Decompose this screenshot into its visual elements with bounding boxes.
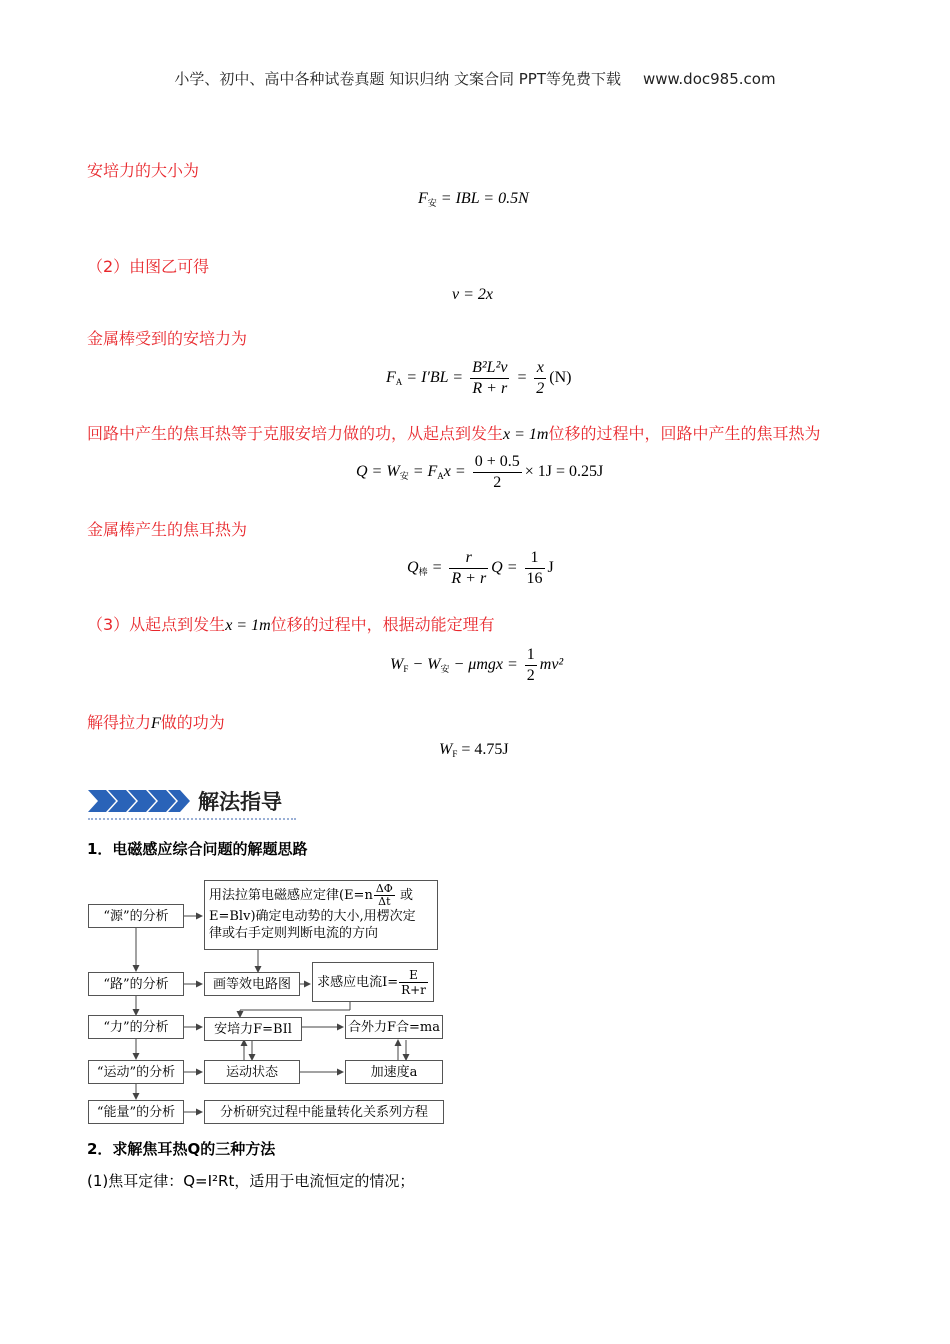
header-site: www.doc985.com <box>642 70 776 88</box>
flow-current-box: 求感应电流I= $\frac{E}{R+r}$ <box>312 962 434 1002</box>
para-from-graph: （2）由图乙可得 <box>87 257 210 276</box>
flow-circuit-box: 画等效电路图 <box>204 972 300 996</box>
flow-ampere-box: 安培力F=BIl <box>204 1017 302 1041</box>
banner-underline <box>88 818 296 820</box>
flow-net-force-box: 合外力F合=ma <box>345 1015 443 1039</box>
equation-velocity: v = 2x <box>452 286 493 303</box>
equation-rod-heat: $Q_棒$ = $\frac{r}{R + r}$ Q = $\frac{1}{16}$ J <box>407 549 554 587</box>
equation-total-heat: $Q = W_安 = F_Ax$ = $\frac{0 + 0.5}{2}$ × 1J = 0.25J <box>356 453 604 491</box>
flow-accel-box: 加速度a <box>345 1060 443 1084</box>
para-joule-heat: 回路中产生的焦耳热等于克服安培力做的功，从起点到发生x = 1m位移的过程中，回路中产生的焦耳热为 <box>87 424 821 443</box>
guide-heading-1: 1．电磁感应综合问题的解题思路 <box>87 840 308 858</box>
para-rod-ampere: 金属棒受到的安培力为 <box>87 329 248 348</box>
flow-state-box: 运动状态 <box>204 1060 300 1084</box>
header-text: 小学、初中、高中各种试卷真题 知识归纳 文案合同 PPT等免费下载 <box>174 70 621 88</box>
guide-method-1: (1)焦耳定律：Q=I²Rt，适用于电流恒定的情况； <box>87 1172 415 1190</box>
flow-energy-eq-box: 分析研究过程中能量转化关系列方程 <box>204 1100 444 1124</box>
flow-energy-box: “能量”的分析 <box>88 1100 184 1124</box>
para-kinetic-theorem: （3）从起点到发生x = 1m位移的过程中，根据动能定理有 <box>87 615 495 634</box>
equation-ampere-force: $F_安$ = IBL = 0.5N <box>418 190 529 208</box>
flow-motion-box: “运动”的分析 <box>88 1060 184 1084</box>
flow-faraday-box: 用法拉第电磁感应定律(E=n $\frac{\Delta\Phi}{\Delta t}$ 或 E=Blv)确定电动势的大小,用楞次定 律或右手定则判断电流的方向 <box>204 880 438 950</box>
guide-heading-2: 2．求解焦耳热Q的三种方法 <box>87 1140 276 1158</box>
banner-chevrons-icon <box>88 786 193 816</box>
para-ampere-magnitude: 安培力的大小为 <box>87 161 200 180</box>
page-header <box>0 68 950 89</box>
flow-path-box: “路”的分析 <box>88 972 184 996</box>
banner-title: 解法指导 <box>198 790 282 814</box>
equation-ampere-x: $F_A = I'BL$ = $\frac{\text{B²L²v}}{R + r}$ = $\frac{x}{2}$ (N) <box>386 359 572 397</box>
equation-work: $W_F = 4.75J$ <box>439 741 509 759</box>
flow-force-box: “力”的分析 <box>88 1015 184 1039</box>
flow-source-box: “源”的分析 <box>88 904 184 928</box>
para-rod-heat: 金属棒产生的焦耳热为 <box>87 520 248 539</box>
equation-kinetic: $W_F - W_安 - \mu mgx$ = $\frac{1}{2}$ mv² <box>390 646 564 684</box>
para-work-result: 解得拉力F做的功为 <box>87 713 225 732</box>
